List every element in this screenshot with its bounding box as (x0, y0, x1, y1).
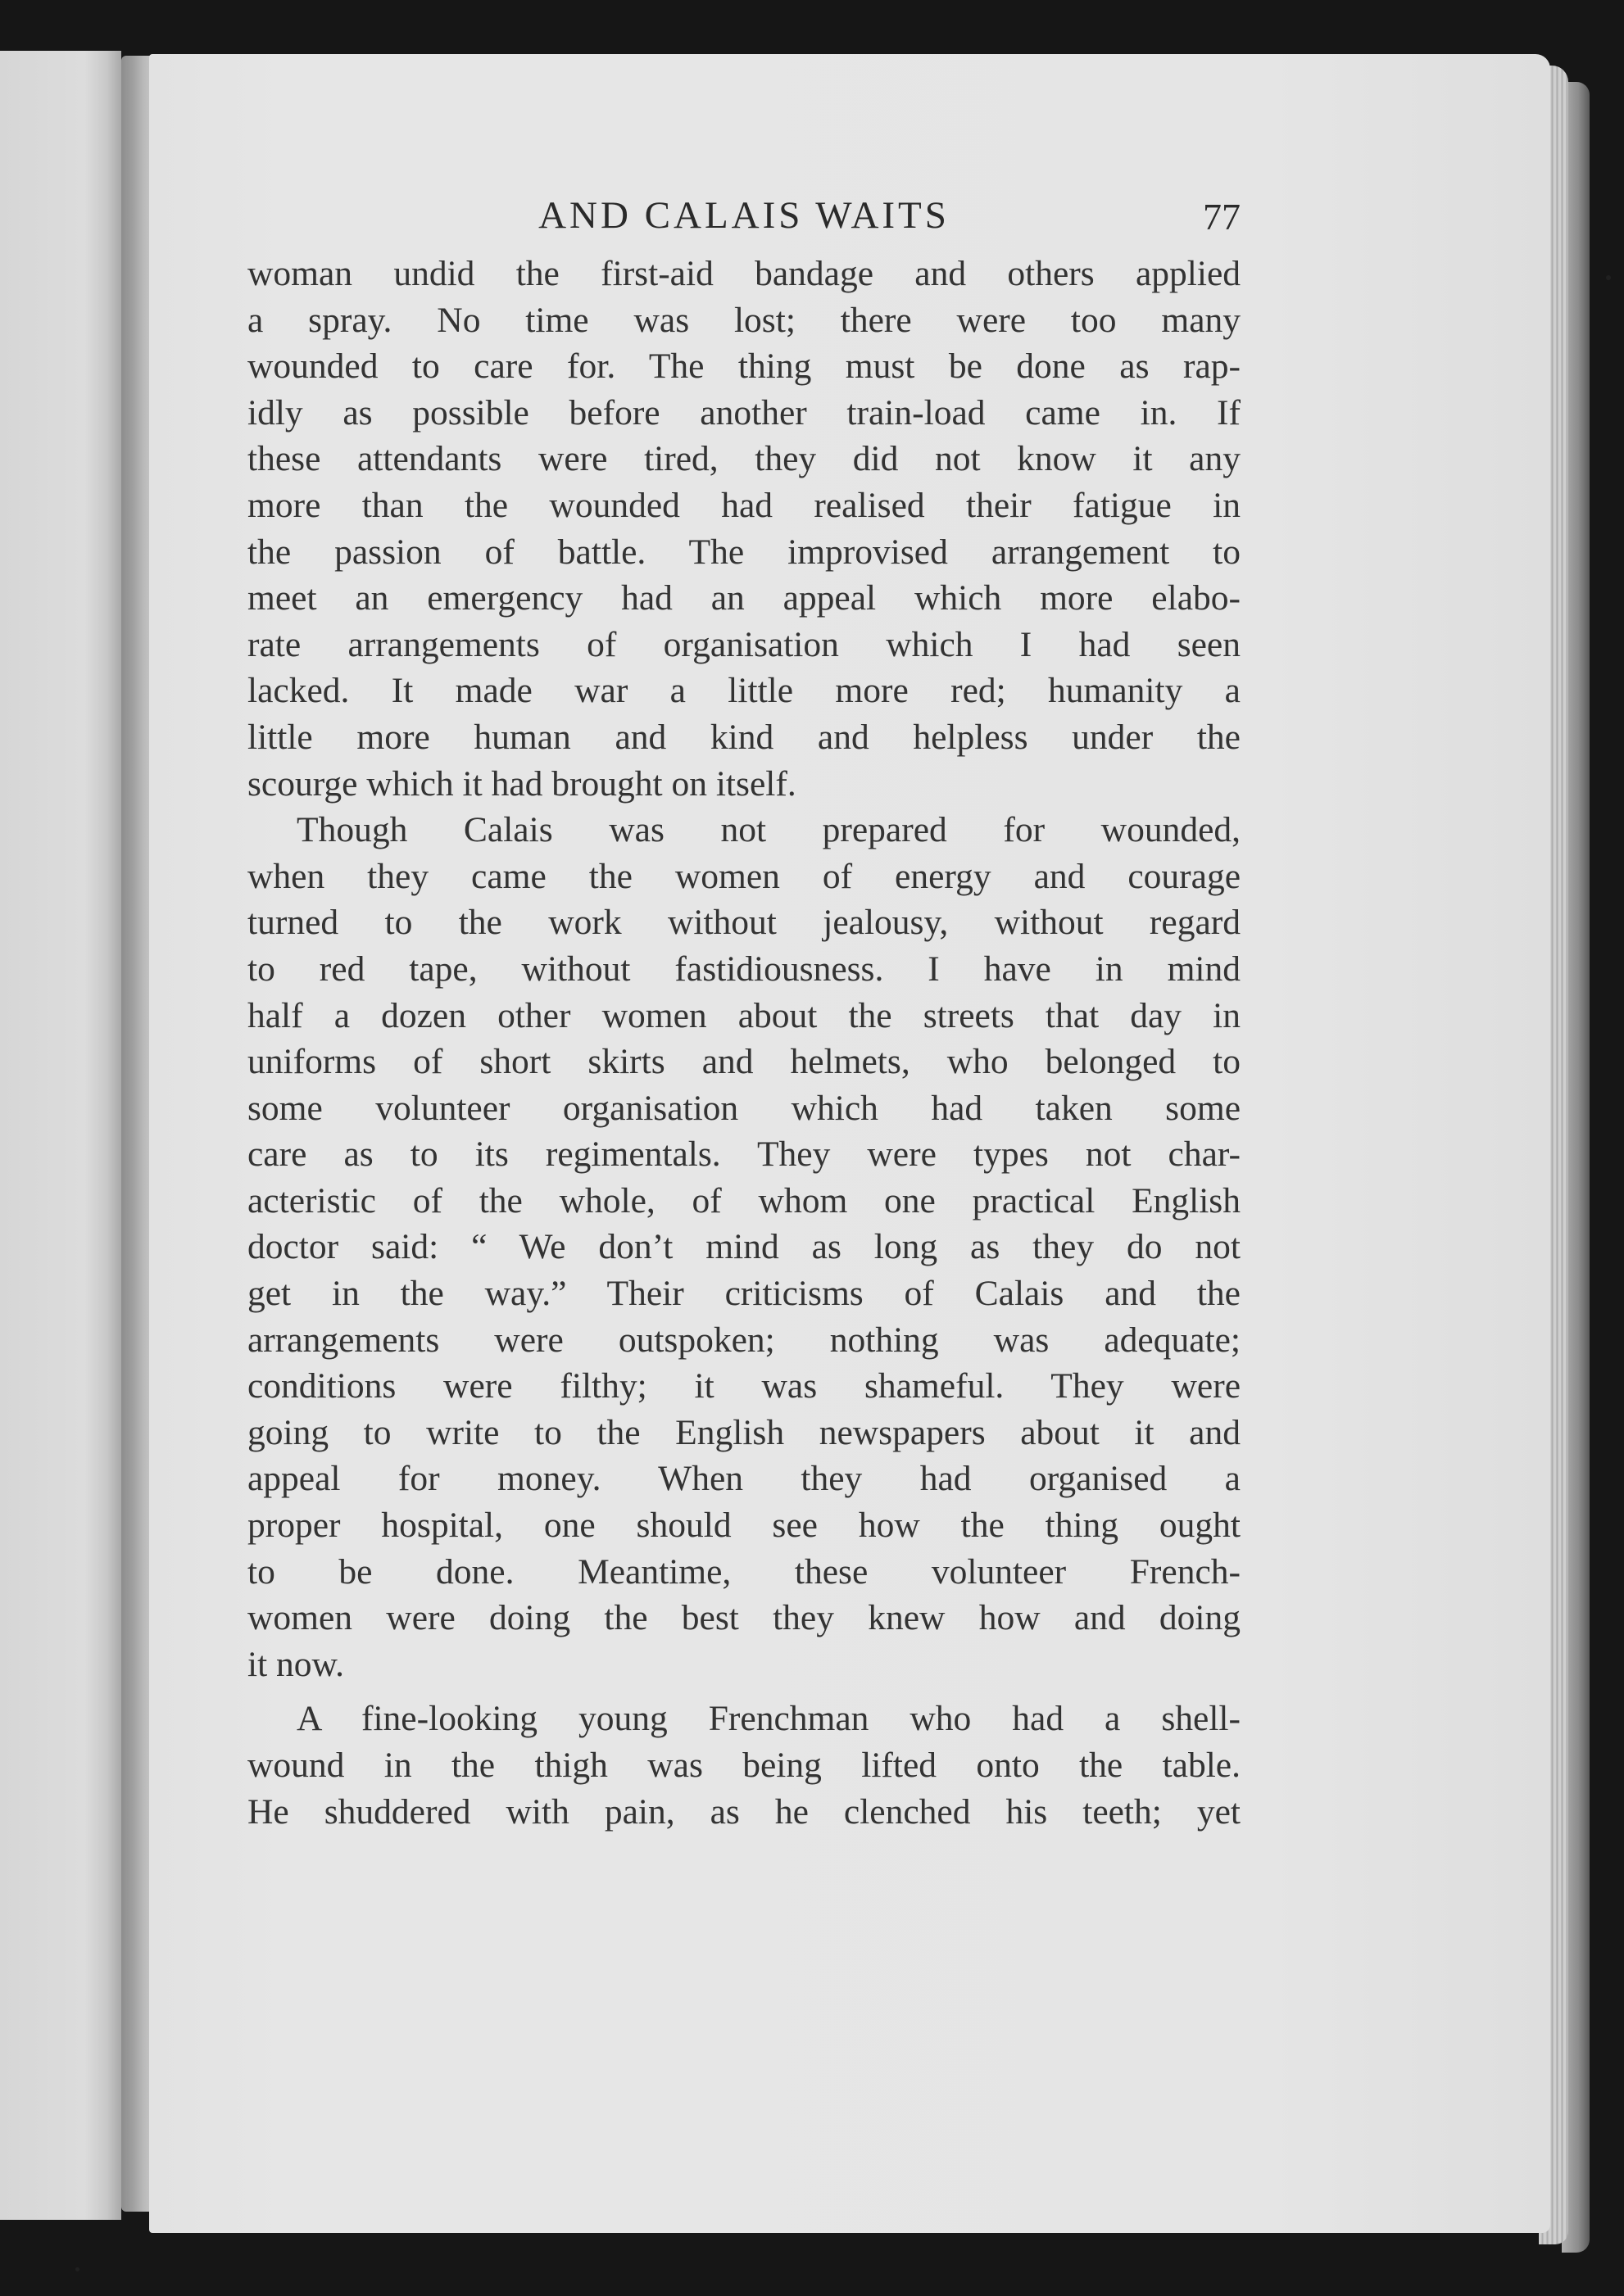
text-line: acteristic of the whole, of whom one practical English (247, 1180, 1241, 1220)
body-text (247, 251, 1241, 1835)
text-line: arrangements were outspoken; nothing was adequate; (247, 1320, 1241, 1360)
text-line: appeal for money. When they had organised a (247, 1459, 1241, 1499)
text-line: scourge which it had brought on itself. (247, 763, 796, 804)
page-content (247, 193, 1241, 1835)
text-line: rate arrangements of organisation which I had seen (247, 624, 1241, 664)
text-line: little more human and kind and helpless under the (247, 717, 1241, 757)
running-head (247, 193, 1241, 251)
text-line: when they came the women of energy and courage (247, 856, 1241, 896)
text-line: a spray. No time was lost; there were too many (247, 300, 1241, 340)
text-line: these attendants were tired, they did not know it any (247, 439, 1241, 479)
text-line: the passion of battle. The improvised arrangement to (247, 532, 1241, 572)
text-line: meet an emergency had an appeal which more elabo- (247, 578, 1241, 618)
text-line: doctor said: “ We don’t mind as long as they do not (247, 1227, 1241, 1267)
left-page-edge (0, 51, 121, 2220)
text-line: idly as possible before another train-load came in. If (247, 392, 1241, 432)
text-line: woman undid the first-aid bandage and others applied (247, 254, 1241, 293)
text-line: A fine-looking young Frenchman who had a shell- (297, 1699, 1241, 1739)
text-line: turned to the work without jealousy, without regard (247, 903, 1241, 943)
text-line: wounded to care for. The thing must be done as rap- (247, 346, 1241, 387)
paragraph (247, 807, 1241, 1687)
text-line: care as to its regimentals. They were types not char- (247, 1134, 1241, 1175)
text-line: lacked. It made war a little more red; humanity a (247, 671, 1241, 711)
chapter-running-title: AND CALAIS WAITS (538, 194, 950, 237)
text-line: conditions were filthy; it was shameful. They were (247, 1366, 1241, 1406)
paragraph (247, 1696, 1241, 1835)
text-line: half a dozen other women about the streets that day in (247, 995, 1241, 1035)
text-line: He shuddered with pain, as he clenched his teeth; yet (247, 1791, 1241, 1832)
text-line: some volunteer organisation which had taken some (247, 1088, 1241, 1128)
text-line: proper hospital, one should see how the thing ought (247, 1506, 1241, 1546)
paragraph (247, 251, 1241, 807)
text-line: women were doing the best they knew how and doing (247, 1598, 1241, 1638)
text-line: get in the way.” Their criticisms of Calais and the (247, 1274, 1241, 1314)
text-line: uniforms of short skirts and helmets, who belonged to (247, 1042, 1241, 1082)
text-line: wound in the thigh was being lifted onto the table. (247, 1746, 1241, 1785)
paragraph-spacer (247, 1687, 1241, 1696)
text-line: going to write to the English newspapers about it and (247, 1412, 1241, 1452)
text-line: Though Calais was not prepared for wounded, (297, 810, 1241, 850)
text-line: to be done. Meantime, these volunteer French- (247, 1551, 1241, 1592)
text-line: more than the wounded had realised their fatigue in (247, 485, 1241, 525)
dust-speck (1606, 275, 1611, 280)
text-line: to red tape, without fastidiousness. I have in mind (247, 949, 1241, 989)
text-line: it now. (247, 1644, 345, 1684)
page-number: 77 (1203, 196, 1241, 238)
dust-speck (75, 2267, 79, 2271)
